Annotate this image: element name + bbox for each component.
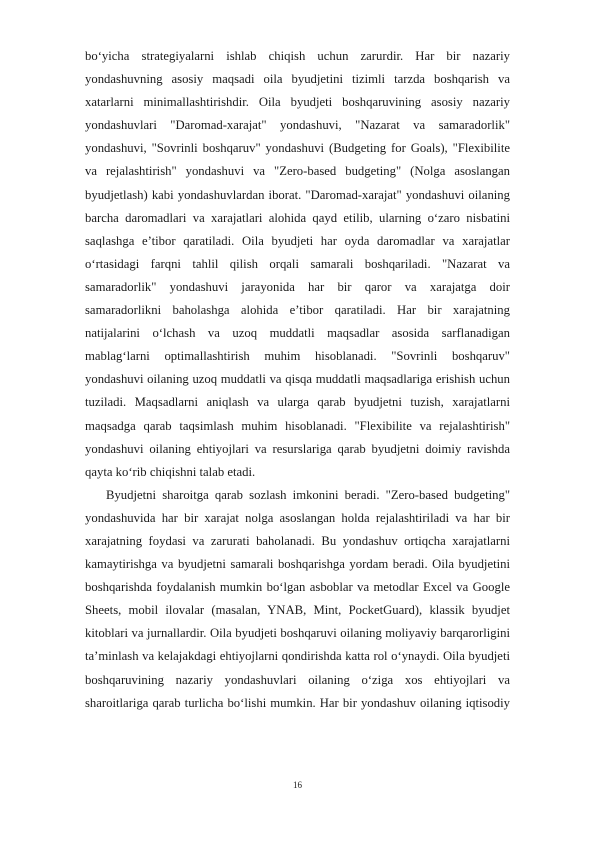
text-line: boshqaruvining nazariy yondashuvlari oilaning o‘ziga xos ehtiyojlari va bbox=[85, 672, 510, 687]
text-line: yondashuvi oilaning uzoq muddatli va qisqa muddatli maqsadlariga erishish uchun bbox=[85, 372, 510, 387]
page-number: 16 bbox=[293, 780, 302, 790]
text-line: Byudjetni sharoitga qarab sozlash imkonini beradi. "Zero-based budgeting" bbox=[106, 487, 510, 502]
text-line: qayta ko‘rib chiqishni talab etadi. bbox=[85, 464, 256, 479]
text-line: tuziladi. Maqsadlarni aniqlash va ularga qarab byudjetni tuzish, xarajatlarni bbox=[85, 395, 510, 410]
text-line: natijalarini o‘lchash va uzoq muddatli maqsadlar asosida sarflanadigan bbox=[85, 326, 510, 341]
text-line: boshqarishda foydalanish mumkin bo‘lgan asboblar va metodlar Excel va Google bbox=[85, 580, 510, 595]
text-line: o‘rtasidagi farqni tahlil qilish orqali samarali boshqariladi. "Nazarat va bbox=[85, 256, 510, 271]
text-line: samaradorlikni baholashga alohida e’tibor qaratiladi. Har bir xarajatning bbox=[85, 303, 510, 318]
text-line: Sheets, mobil ilovalar (masalan, YNAB, Mint, PocketGuard), klassik byudjet bbox=[85, 603, 510, 618]
text-line: maqsadga qarab taqsimlash muhim hisoblanadi. "Flexibilite va rejalashtirish" bbox=[85, 418, 510, 433]
text-line: mablag‘larni optimallashtirish muhim hisoblanadi. "Sovrinli boshqaruv" bbox=[85, 349, 510, 364]
text-line: yondashuvida har bir xarajat nolga asoslangan holda rejalashtiriladi va har bir bbox=[85, 510, 510, 525]
text-line: yondashuvlari "Daromad-xarajat" yondashuvi, "Nazarat va samaradorlik" bbox=[85, 118, 510, 133]
text-line: bo‘yicha strategiyalarni ishlab chiqish uchun zarurdir. Har bir nazariy bbox=[85, 49, 510, 63]
text-line: kamaytirishga va byudjetni samarali boshqarishga yordam beradi. Oila byudjetini bbox=[85, 557, 510, 572]
text-line: xatarlarni minimallashtirishdir. Oila byudjeti boshqaruvining asosiy nazariy bbox=[85, 95, 510, 110]
text-line: xarajatning foydasi va zarurati baholanadi. Bu yondashuv ortiqcha xarajatlarni bbox=[85, 533, 510, 548]
paragraph-2 bbox=[85, 484, 510, 715]
text-line: yondashuvi oilaning ehtiyojlari va resurslariga qarab byudjetni doimiy ravishda bbox=[85, 441, 510, 456]
text-line: yondashuvning asosiy maqsadi oila byudjetini tizimli tarzda boshqarish va bbox=[85, 72, 510, 87]
text-line: samaradorlik" yondashuvi jarayonida har bir qaror va xarajatga doir bbox=[85, 279, 510, 294]
text-line: yondashuvi, "Sovrinli boshqaruv" yondashuvi (Budgeting for Goals), "Flexibilite bbox=[85, 141, 510, 156]
text-line: byudjetlash) kabi yondashuvlardan iborat. "Daromad-xarajat" yondashuvi oilaning bbox=[85, 187, 510, 202]
text-line: sharoitlariga qarab turlicha bo‘lishi mumkin. Har bir yondashuv oilaning iqtisodiy bbox=[85, 695, 510, 710]
paragraph-1 bbox=[85, 45, 510, 484]
text-line: saqlashga e’tibor qaratiladi. Oila byudjeti har oyda daromadlar va xarajatlar bbox=[85, 233, 510, 248]
document-body bbox=[85, 45, 510, 715]
text-line: ta’minlash va kelajakdagi ehtiyojlarni qondirishda katta rol o‘ynaydi. Oila byudjeti bbox=[85, 649, 510, 664]
text-line: kitoblari va jurnallardir. Oila byudjeti boshqaruvi oilaning moliyaviy barqarorligini bbox=[85, 626, 510, 641]
text-line: barcha daromadlari va xarajatlari alohida qayd etilib, ularning o‘zaro nisbatini bbox=[85, 210, 510, 225]
text-line: va rejalashtirish" yondashuvi va "Zero-based budgeting" (Nolga asoslangan bbox=[85, 164, 510, 179]
